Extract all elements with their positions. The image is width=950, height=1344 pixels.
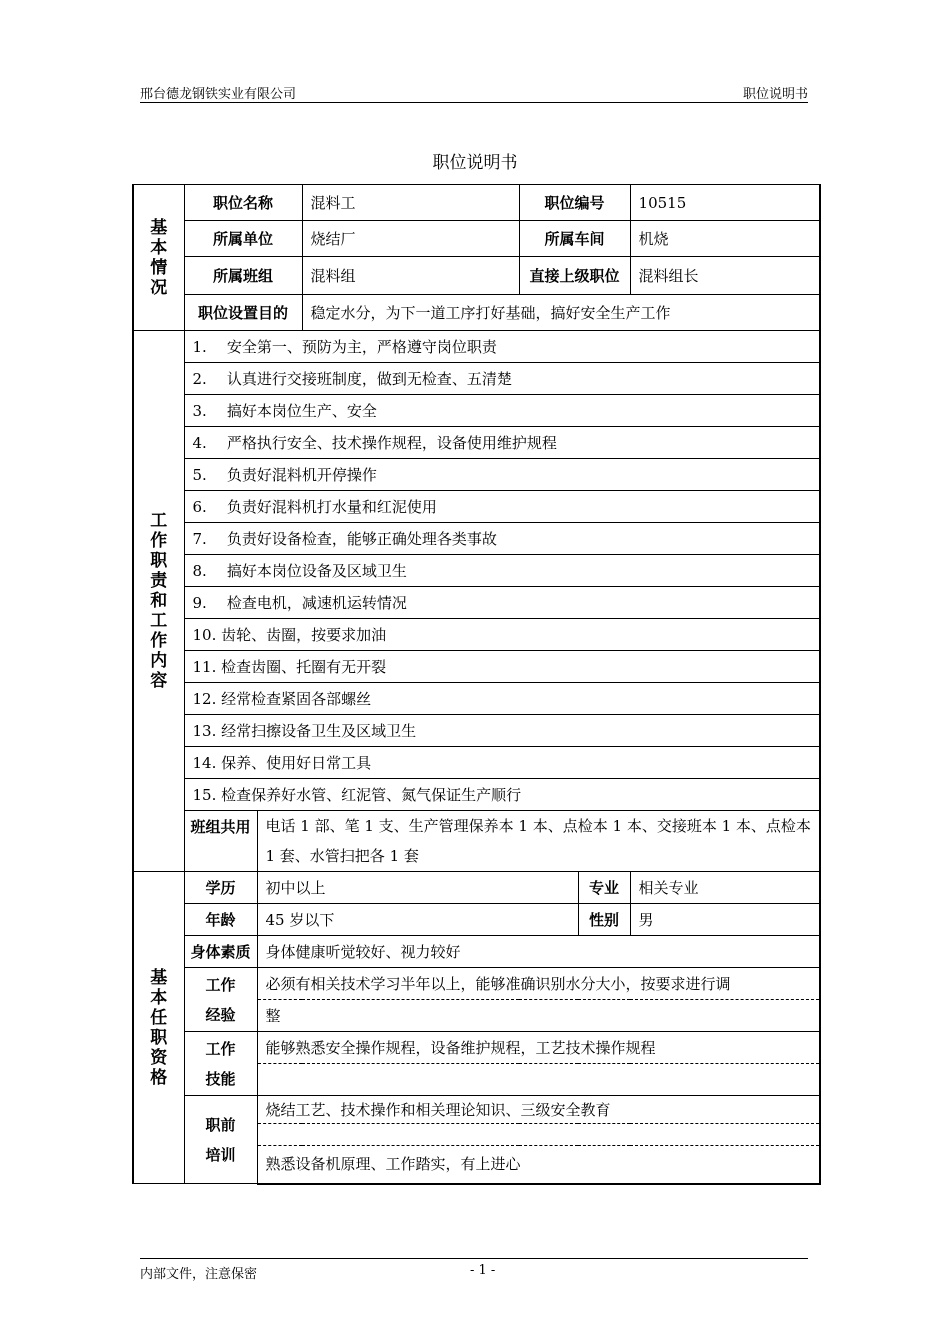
duty-row: [133, 683, 820, 715]
position-name-label: 职位名称: [184, 185, 302, 221]
qual-row-skills-1: [133, 1032, 820, 1064]
duty-row: [133, 779, 820, 811]
health-value: 身体健康听觉较好、视力较好: [257, 936, 820, 968]
duty-item: 9. 检查电机，减速机运转情况: [184, 587, 820, 619]
confidential-note: 内部文件，注意保密: [140, 1267, 258, 1282]
duty-row: [133, 555, 820, 587]
duty-item: 13. 经常扫擦设备卫生及区域卫生: [184, 715, 820, 747]
age-label: 年龄: [184, 904, 257, 936]
duty-item: 2. 认真进行交接班制度，做到无检查、五清楚: [184, 363, 820, 395]
company-name: 邢台德龙钢铁实业有限公司: [140, 87, 297, 102]
major-value: 相关专业: [630, 872, 820, 904]
qualifications-section-label: 基 本 任 职 资 格: [133, 872, 184, 1184]
duty-item: 5. 负责好混料机开停操作: [184, 459, 820, 491]
duty-row: [133, 491, 820, 523]
duty-item: 14. 保养、使用好日常工具: [184, 747, 820, 779]
duty-item: 11. 检查齿圈、托圈有无开裂: [184, 651, 820, 683]
team-label: 所属班组: [184, 257, 302, 295]
job-description-table: [132, 184, 821, 1185]
skills-line-2: [257, 1064, 820, 1096]
training-line-3: 熟悉设备机原理、工作踏实，有上进心: [257, 1146, 820, 1184]
duty-item: 10. 齿轮、齿圈，按要求加油: [184, 619, 820, 651]
shared-value: 电话 1 部、笔 1 支、生产管理保养本 1 本、点检本 1 本、交接班本 1 本、点检本 1 套、水管扫把各 1 套: [257, 811, 820, 872]
duty-row: [133, 747, 820, 779]
experience-label: 工作经验: [184, 968, 257, 1032]
duty-row: [133, 715, 820, 747]
duty-row: [133, 523, 820, 555]
duty-row: [133, 363, 820, 395]
workshop-value: 机烧: [630, 221, 820, 257]
duty-item: 8. 搞好本岗位设备及区域卫生: [184, 555, 820, 587]
qual-row-health: [133, 936, 820, 968]
document-title: 职位说明书: [432, 153, 518, 173]
training-line-2: [257, 1124, 820, 1146]
duty-item: 3. 搞好本岗位生产、安全: [184, 395, 820, 427]
shared-label: 班组共用: [184, 811, 257, 872]
duty-item: 6. 负责好混料机打水量和红泥使用: [184, 491, 820, 523]
basic-row-2: [133, 221, 820, 257]
superior-value: 混料组长: [630, 257, 820, 295]
health-label: 身体素质: [184, 936, 257, 968]
duty-row: [133, 331, 820, 363]
purpose-label: 职位设置目的: [184, 295, 302, 331]
basic-section-label: 基 本 情 况: [133, 185, 184, 331]
training-line-1: 烧结工艺、技术操作和相关理论知识、三级安全教育: [257, 1096, 820, 1124]
major-label: 专业: [578, 872, 630, 904]
qual-row-experience-1: [133, 968, 820, 1000]
duties-section-label: 工 作 职 责 和 工 作 内 容: [133, 331, 184, 872]
team-value: 混料组: [302, 257, 519, 295]
experience-line-2: 整: [257, 1000, 820, 1032]
position-code-label: 职位编号: [519, 185, 630, 221]
workshop-label: 所属车间: [519, 221, 630, 257]
qual-row-age: [133, 904, 820, 936]
experience-line-1: 必须有相关技术学习半年以上，能够准确识别水分大小，按要求进行调: [257, 968, 820, 1000]
gender-label: 性别: [578, 904, 630, 936]
qual-row-training-1: [133, 1096, 820, 1124]
page-footer: [140, 1258, 808, 1283]
position-code-value: 10515: [630, 185, 820, 221]
duty-item: 12. 经常检查紧固各部螺丝: [184, 683, 820, 715]
education-label: 学历: [184, 872, 257, 904]
training-label: 职前培训: [184, 1096, 257, 1184]
unit-label: 所属单位: [184, 221, 302, 257]
duty-item: 1. 安全第一、预防为主，严格遵守岗位职责: [184, 331, 820, 363]
unit-value: 烧结厂: [302, 221, 519, 257]
duty-item: 4. 严格执行安全、技术操作规程，设备使用维护规程: [184, 427, 820, 459]
duty-row: [133, 587, 820, 619]
page-header: [140, 80, 808, 103]
age-value: 45 岁以下: [257, 904, 578, 936]
education-value: 初中以上: [257, 872, 578, 904]
position-name-value: 混料工: [302, 185, 519, 221]
qual-row-education: [133, 872, 820, 904]
purpose-value: 稳定水分，为下一道工序打好基础，搞好安全生产工作: [302, 295, 820, 331]
duty-row: [133, 651, 820, 683]
basic-row-4: [133, 295, 820, 331]
skills-label: 工作技能: [184, 1032, 257, 1096]
superior-label: 直接上级职位: [519, 257, 630, 295]
duty-row: [133, 427, 820, 459]
basic-row-1: [133, 185, 820, 221]
gender-value: 男: [630, 904, 820, 936]
page-number: - 1 -: [470, 1263, 496, 1278]
basic-row-3: [133, 257, 820, 295]
duty-row: [133, 619, 820, 651]
shared-row-1: [133, 811, 820, 842]
duty-item: 7. 负责好设备检查，能够正确处理各类事故: [184, 523, 820, 555]
header-doc-type: 职位说明书: [742, 87, 808, 102]
skills-line-1: 能够熟悉安全操作规程，设备维护规程，工艺技术操作规程: [257, 1032, 820, 1064]
duty-item: 15. 检查保养好水管、红泥管、氮气保证生产顺行: [184, 779, 820, 811]
duty-row: [133, 395, 820, 427]
duty-row: [133, 459, 820, 491]
